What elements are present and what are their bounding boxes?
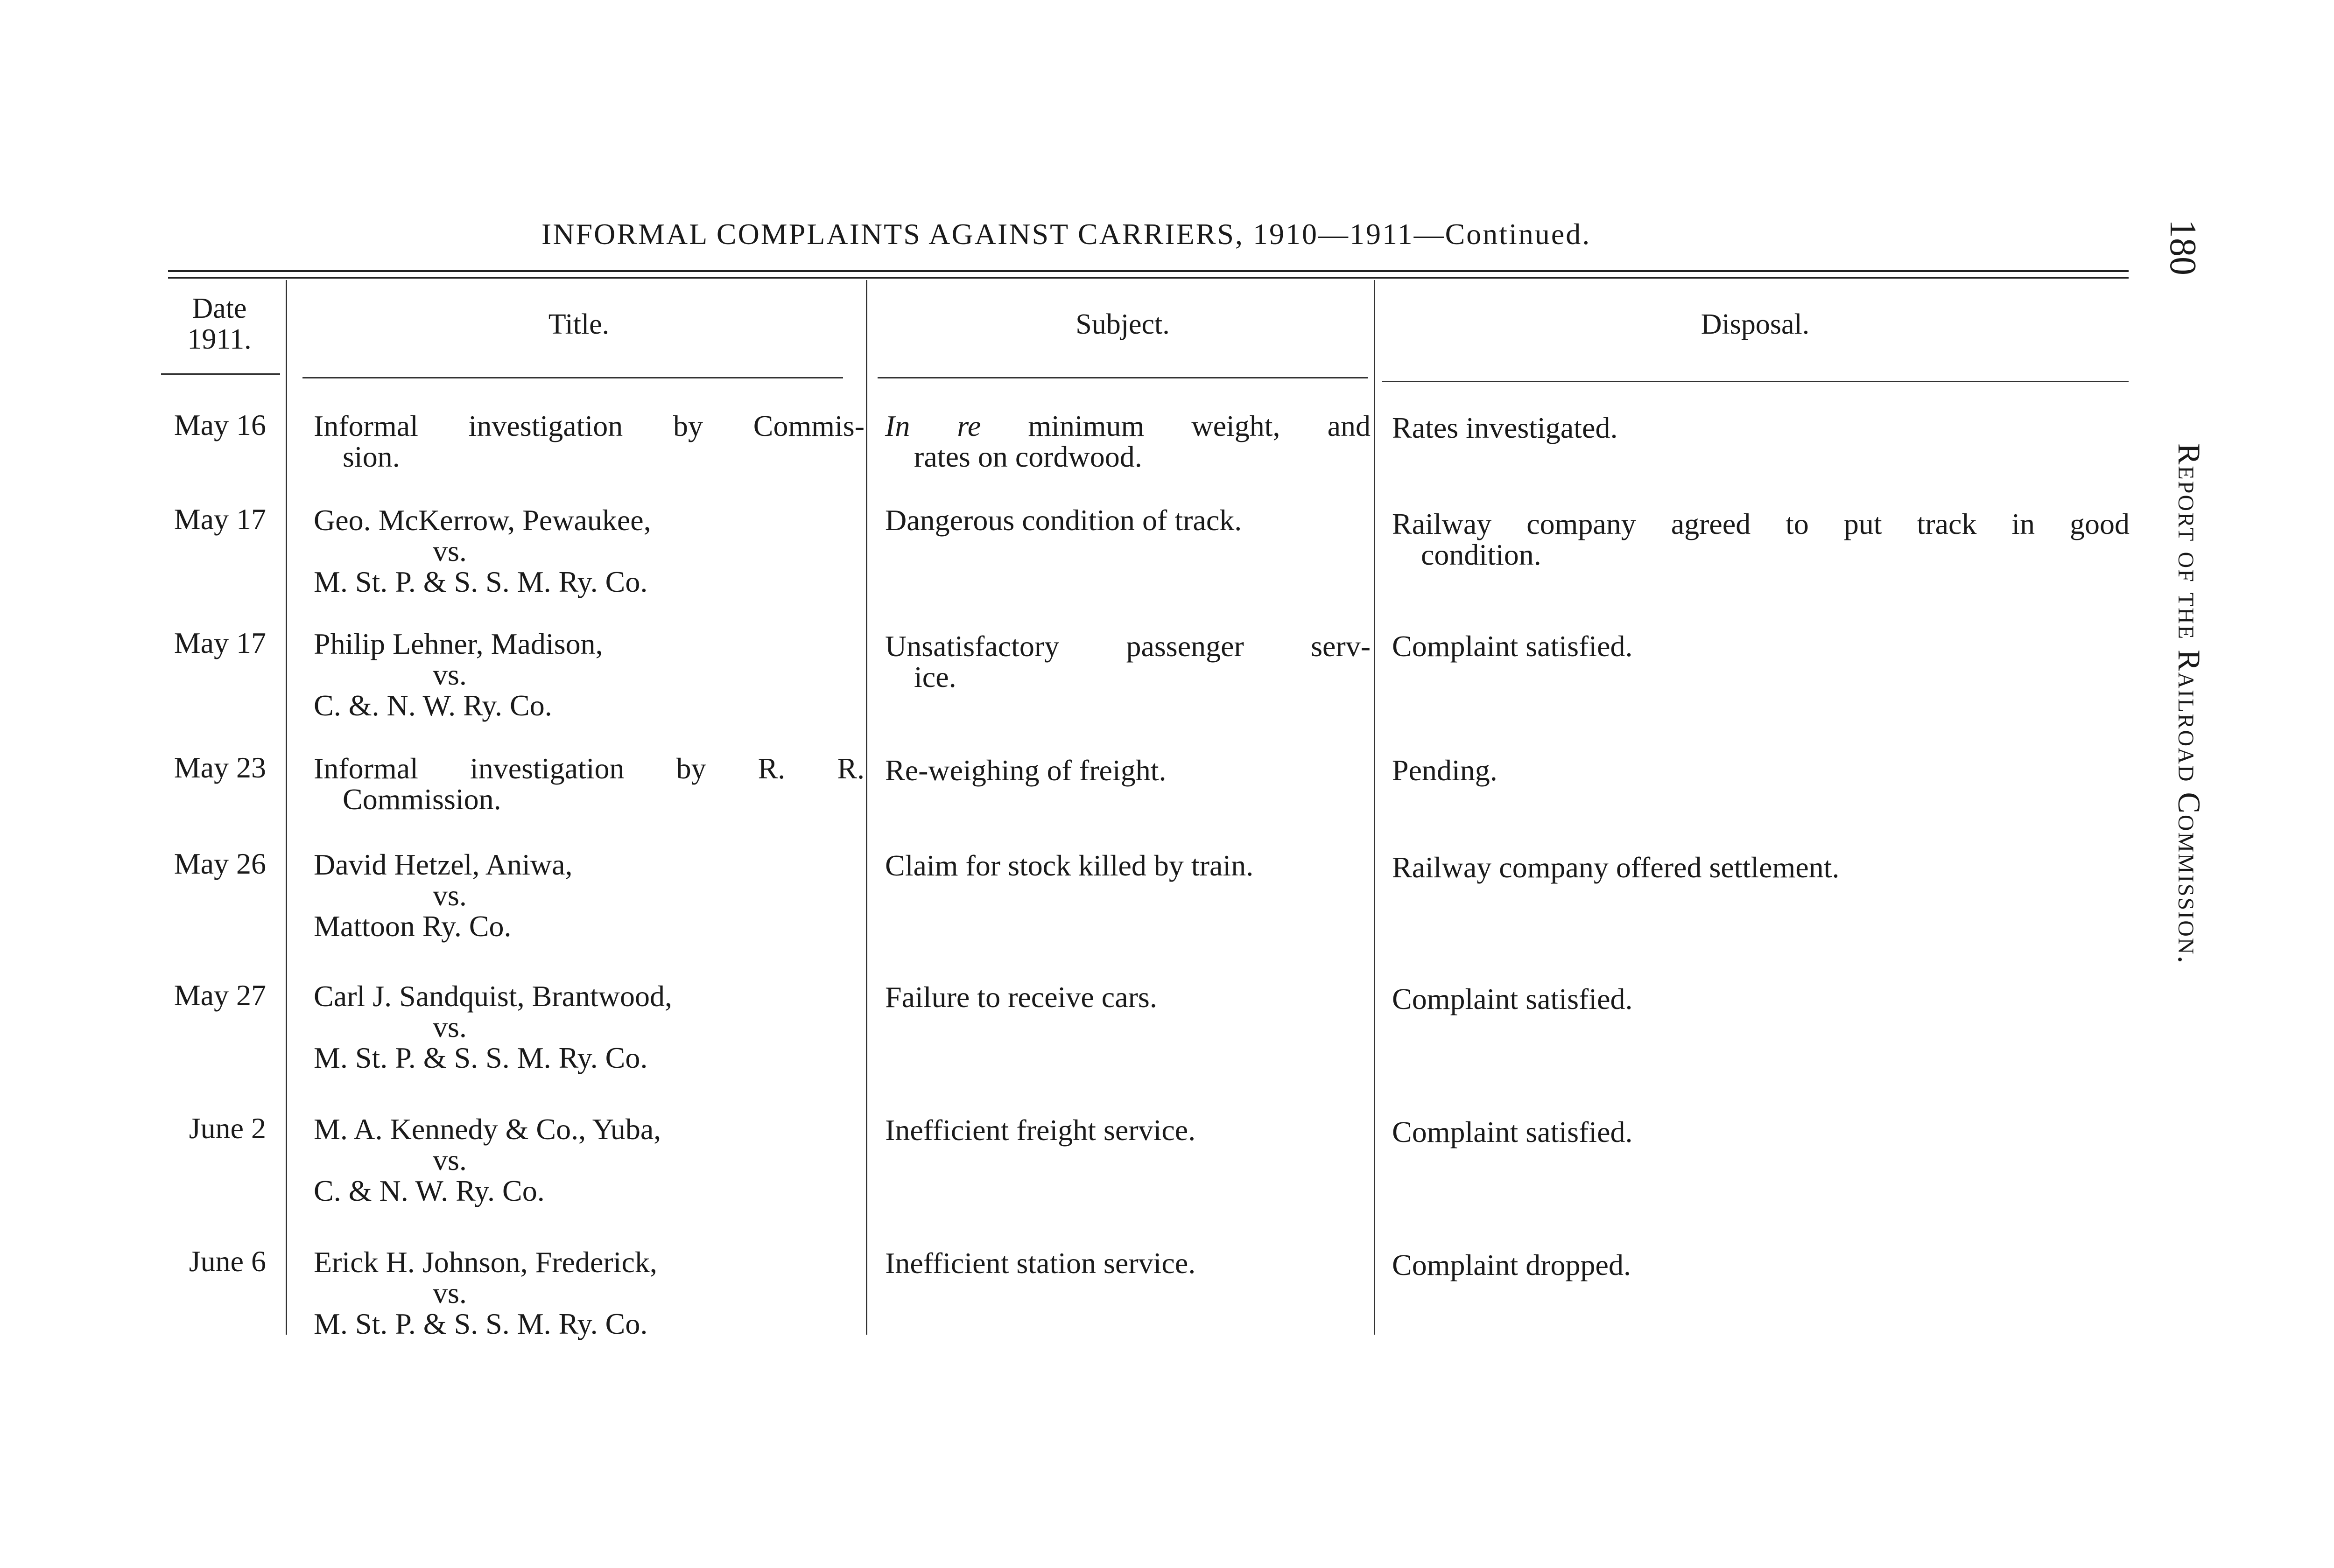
header-rule-subject <box>878 377 1368 378</box>
title-line: M. St. P. & S. S. M. Ry. Co. <box>314 1041 648 1074</box>
row-date: May 27 <box>174 979 266 1012</box>
subject-line: Dangerous condition of track. <box>885 504 1242 537</box>
row-disposal <box>1392 1250 2130 1281</box>
row-title <box>314 849 865 942</box>
title-line: M. A. Kennedy & Co., Yuba, <box>314 1113 661 1146</box>
disposal-line: Railway company agreed to put track in good <box>1392 507 2130 540</box>
title-line: Informal investigation by R. R. <box>314 752 865 785</box>
subject-line: Inefficient freight service. <box>885 1113 1196 1147</box>
row-subject <box>885 631 1371 693</box>
row-subject <box>885 411 1371 472</box>
row-title <box>314 753 865 815</box>
subject-line: Unsatisfactory passenger serv- <box>885 630 1371 663</box>
subject-line: Inefficient station service. <box>885 1246 1196 1280</box>
row-disposal <box>1392 413 2130 443</box>
title-vs: vs. <box>433 534 467 567</box>
table-heading: INFORMAL COMPLAINTS AGAINST CARRIERS, 1910—1911—Continued. <box>541 217 1591 251</box>
row-title <box>314 629 865 721</box>
row-subject <box>885 505 1371 536</box>
title-line: Geo. McKerrow, Pewaukee, <box>314 504 651 537</box>
column-header-title: Title. <box>548 308 610 340</box>
row-date: May 23 <box>174 751 266 784</box>
title-line: David Hetzel, Aniwa, <box>314 848 573 881</box>
title-vs: vs. <box>433 1010 467 1043</box>
column-divider-subject <box>1374 280 1375 1335</box>
row-disposal <box>1392 509 2130 570</box>
running-title: Report of the Railroad Commission. <box>2172 443 2207 965</box>
disposal-line: condition. <box>1421 538 1541 571</box>
title-line: C. & N. W. Ry. Co. <box>314 1174 545 1207</box>
row-date: June 2 <box>189 1112 266 1145</box>
subject-line: ice. <box>914 660 956 693</box>
row-subject <box>885 755 1371 786</box>
row-subject <box>885 982 1371 1013</box>
row-subject <box>885 1248 1371 1279</box>
row-disposal <box>1392 1117 2130 1148</box>
title-vs: vs. <box>433 658 467 691</box>
row-date: May 16 <box>174 408 266 441</box>
column-header-date-line2: 1911. <box>187 323 252 355</box>
title-line: Erick H. Johnson, Frederick, <box>314 1246 657 1279</box>
column-header-disposal: Disposal. <box>1701 308 1810 340</box>
title-line: Informal investigation by Commis- <box>314 409 865 442</box>
subject-line <box>885 411 1371 441</box>
title-line: M. St. P. & S. S. M. Ry. Co. <box>314 1307 648 1340</box>
column-divider-date <box>286 280 287 1335</box>
row-date: May 26 <box>174 847 266 880</box>
subject-line: rates on cordwood. <box>914 440 1142 473</box>
disposal-line: Complaint satisfied. <box>1392 982 1633 1015</box>
row-disposal <box>1392 852 2130 883</box>
column-header-date-line1: Date <box>192 293 247 324</box>
title-line: sion. <box>343 440 400 473</box>
title-line: M. St. P. & S. S. M. Ry. Co. <box>314 565 648 598</box>
column-header-subject: Subject. <box>1076 308 1170 340</box>
row-date: June 6 <box>189 1245 266 1278</box>
row-subject <box>885 850 1371 881</box>
header-rule-disposal <box>1382 381 2129 382</box>
header-rule-title <box>302 377 843 378</box>
page-number: 180 <box>2162 219 2203 275</box>
row-title <box>314 1114 865 1206</box>
title-line: Mattoon Ry. Co. <box>314 910 512 943</box>
disposal-line: Complaint satisfied. <box>1392 630 1633 663</box>
row-date: May 17 <box>174 503 266 536</box>
disposal-line: Railway company offered settlement. <box>1392 851 1840 884</box>
row-disposal <box>1392 631 2130 662</box>
title-vs: vs. <box>433 1143 467 1176</box>
title-vs: vs. <box>433 1276 467 1309</box>
subject-line: Failure to receive cars. <box>885 980 1157 1014</box>
row-title <box>314 1247 865 1339</box>
disposal-line: Complaint dropped. <box>1392 1248 1631 1281</box>
subject-line: Claim for stock killed by train. <box>885 849 1254 882</box>
column-divider-title <box>866 280 867 1335</box>
row-subject <box>885 1115 1371 1146</box>
title-line: Carl J. Sandquist, Brantwood, <box>314 980 672 1013</box>
title-line: Commission. <box>343 783 501 816</box>
header-rule-date <box>161 373 280 375</box>
title-line: Philip Lehner, Madison, <box>314 627 603 660</box>
row-title <box>314 981 865 1073</box>
disposal-line: Rates investigated. <box>1392 411 1618 444</box>
heading-rule-top <box>168 270 2129 272</box>
disposal-line: Pending. <box>1392 754 1497 787</box>
row-disposal <box>1392 984 2130 1015</box>
subject-line-rest: minimum weight, and <box>981 409 1371 442</box>
heading-rule-bottom <box>168 277 2129 279</box>
row-date: May 17 <box>174 626 266 659</box>
subject-italic-phrase: In re <box>885 409 981 442</box>
subject-line: Re-weighing of freight. <box>885 754 1167 787</box>
row-disposal <box>1392 755 2130 786</box>
disposal-line: Complaint satisfied. <box>1392 1115 1633 1148</box>
title-vs: vs. <box>433 879 467 912</box>
title-line: C. &. N. W. Ry. Co. <box>314 689 552 722</box>
row-title <box>314 411 865 472</box>
column-header-date <box>159 293 280 355</box>
row-title <box>314 505 865 597</box>
